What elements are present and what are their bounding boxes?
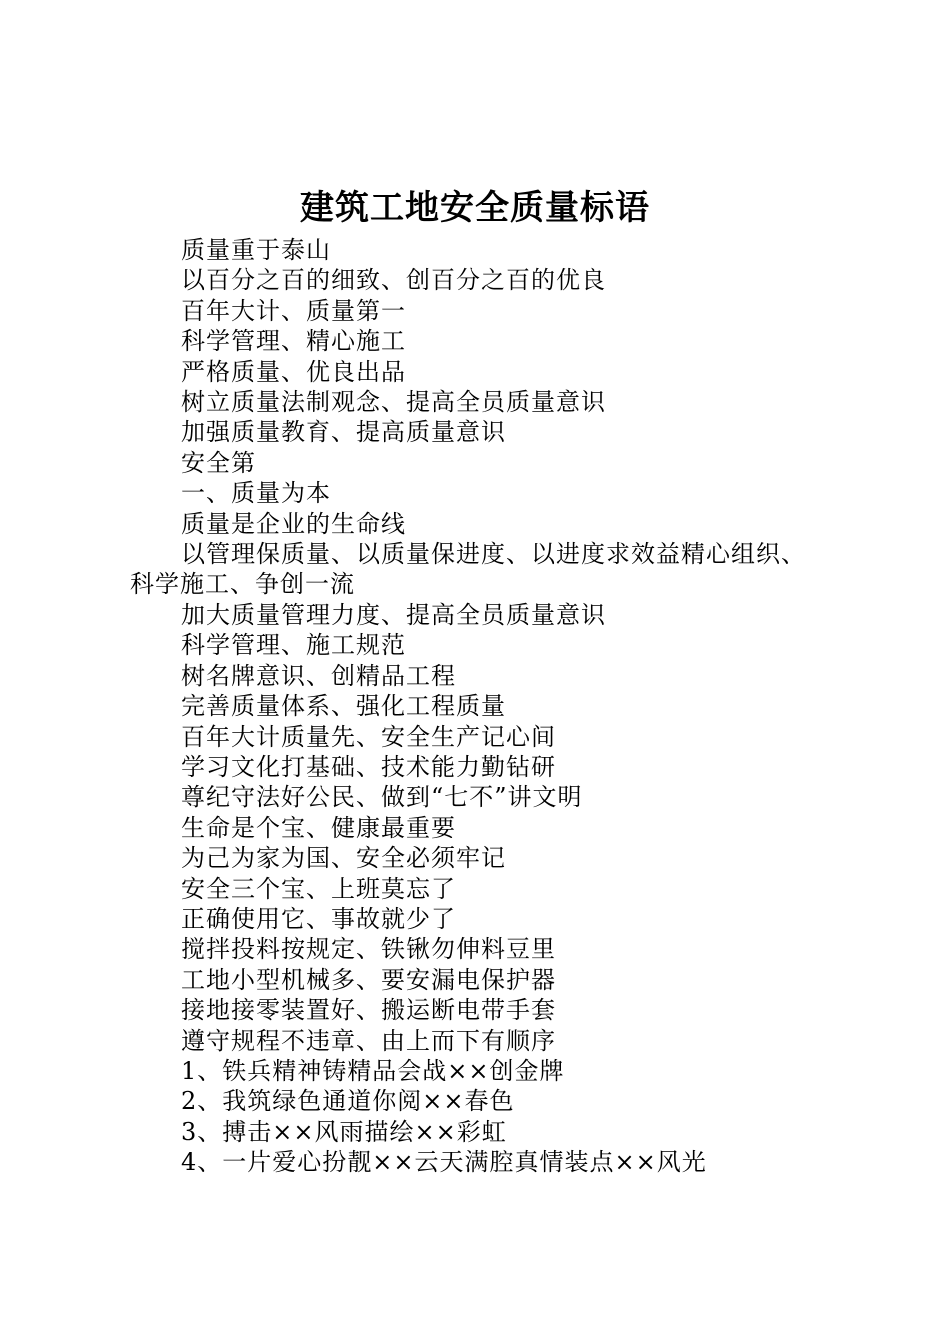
slogan-line: 安全第: [181, 448, 256, 477]
slogan-line: 搅拌投料按规定、铁锹勿伸料豆里: [181, 935, 556, 964]
slogan-line: 4、一片爱心扮靓××云天满腔真情装点××风光: [181, 1148, 707, 1177]
slogan-line: 接地接零装置好、搬运断电带手套: [181, 996, 556, 1025]
slogan-line: 质量是企业的生命线: [181, 509, 406, 538]
slogan-line: 一、质量为本: [181, 479, 331, 508]
slogan-line: 加大质量管理力度、提高全员质量意识: [181, 600, 606, 629]
slogan-line: 生命是个宝、健康最重要: [181, 813, 456, 842]
slogan-line: 严格质量、优良出品: [181, 357, 406, 386]
slogan-line: 2、我筑绿色通道你阅××春色: [181, 1087, 515, 1116]
slogan-line: 科学管理、精心施工: [181, 327, 406, 356]
slogan-line: 3、搏击××风雨描绘××彩虹: [181, 1117, 507, 1146]
slogan-line: 安全三个宝、上班莫忘了: [181, 874, 456, 903]
slogan-line: 以管理保质量、以质量保进度、以进度求效益精心组织、科学施工、争创一流: [130, 540, 806, 599]
slogan-line: 遵守规程不违章、由上而下有顺序: [181, 1026, 556, 1055]
slogan-line: 质量重于泰山: [181, 236, 331, 264]
slogan-list: [130, 235, 830, 1178]
slogan-line: 完善质量体系、强化工程质量: [181, 692, 506, 721]
slogan-line: 学习文化打基础、技术能力勤钻研: [181, 752, 556, 781]
slogan-line: 正确使用它、事故就少了: [181, 904, 456, 933]
slogan-line: 百年大计质量先、安全生产记心间: [181, 722, 556, 751]
slogan-line: 加强质量教育、提高质量意识: [181, 418, 506, 447]
slogan-line: 工地小型机械多、要安漏电保护器: [181, 965, 556, 994]
slogan-line: 树名牌意识、创精品工程: [181, 661, 456, 690]
slogan-line: 科学管理、施工规范: [181, 631, 406, 660]
slogan-line: 1、铁兵精神铸精品会战××创金牌: [181, 1056, 565, 1085]
slogan-line: 百年大计、质量第一: [181, 296, 406, 325]
slogan-line: 为己为家为国、安全必须牢记: [181, 844, 506, 873]
slogan-line: 树立质量法制观念、提高全员质量意识: [181, 388, 606, 417]
slogan-line: 以百分之百的细致、创百分之百的优良: [181, 266, 606, 295]
document-title: 建筑工地安全质量标语: [300, 188, 650, 228]
slogan-line: 尊纪守法好公民、做到“七不”讲文明: [181, 783, 583, 812]
